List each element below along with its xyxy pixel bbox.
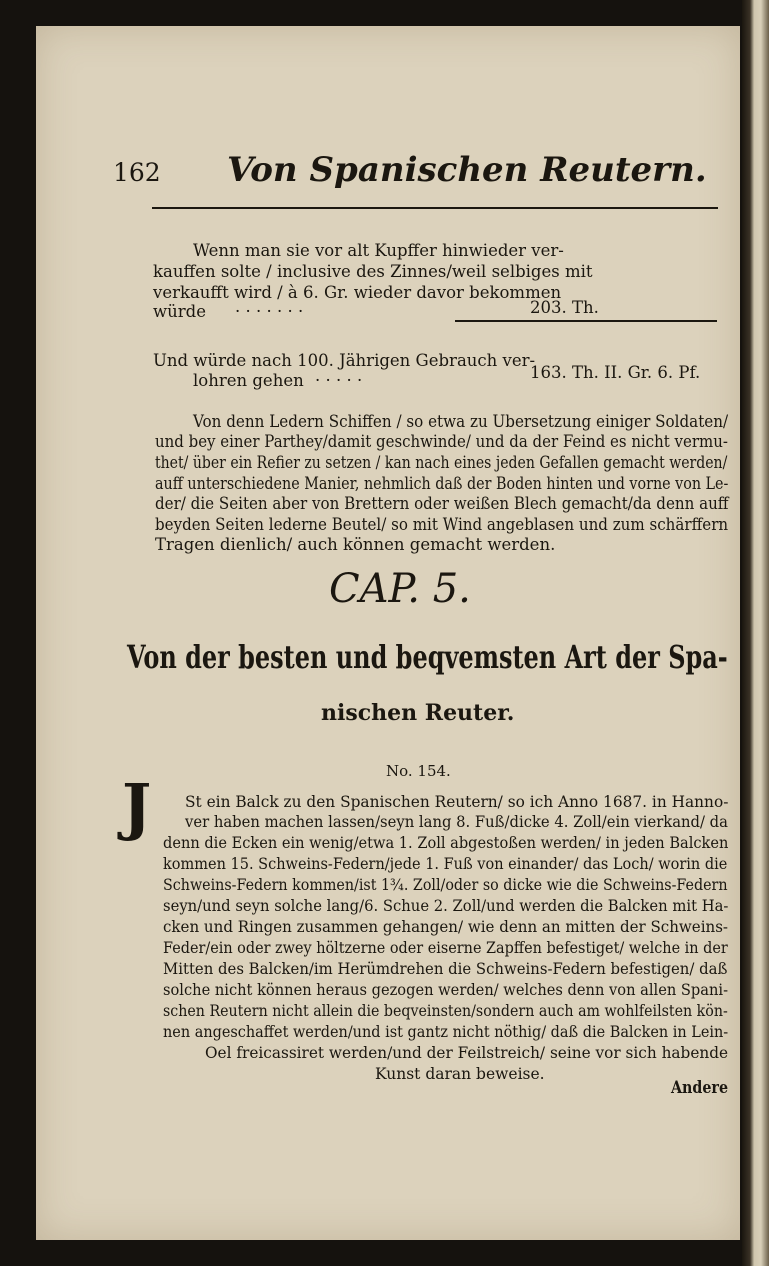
para2-line-9: Mitten des Balcken/im Herümdrehen die Schweins-Federn befestigen/ daß bbox=[163, 960, 728, 978]
para2-line-7: cken und Ringen zusammen gehangen/ wie denn an mitten der Schweins- bbox=[163, 918, 729, 936]
calc-line-5: Und würde nach 100. Jährigen Gebrauch ver- bbox=[153, 351, 536, 370]
para2-line-2: ver haben machen lassen/seyn lang 8. Fuß/dicke 4. Zoll/ein vierkand/ da bbox=[185, 813, 728, 831]
calc-line-3: verkaufft wird / à 6. Gr. wieder davor bekommen bbox=[153, 283, 562, 302]
para2-line-1: St ein Balck zu den Spanischen Reutern/ so ich Anno 1687. in Hanno- bbox=[185, 793, 729, 811]
chapter-heading-line-1: Von der besten und beqvemsten Art der Spa- bbox=[127, 638, 728, 676]
para1-line-6: beyden Seiten lederne Beutel/ so mit Wind angeblasen und zum schärffern bbox=[155, 515, 729, 534]
para2-line-8: Feder/ein oder zwey höltzerne oder eiserne Zapffen befestiget/ welche in der bbox=[163, 939, 728, 957]
para2-line-14: Kunst daran beweise. bbox=[375, 1065, 545, 1083]
calc-line-4-dots: · · · · · · · bbox=[235, 302, 304, 321]
para1-line-4: auff unterschiedene Manier, nehmlich daß der Boden hinten und vorne von Le- bbox=[155, 474, 729, 493]
chapter-heading-line-2: nischen Reuter. bbox=[321, 700, 515, 726]
page-number: 162 bbox=[113, 158, 161, 187]
calc-line-6-dots: · · · · · bbox=[315, 371, 363, 390]
header-rule bbox=[152, 207, 718, 209]
page-edge bbox=[742, 0, 769, 1266]
item-number: No. 154. bbox=[386, 762, 451, 780]
para2-line-10: solche nicht können heraus gezogen werden/ welches denn von allen Spani- bbox=[163, 981, 729, 999]
para1-line-2: und bey einer Parthey/damit geschwinde/ und da der Feind es nicht vermu- bbox=[155, 432, 728, 451]
para2-line-12: nen angeschaffet werden/und ist gantz nicht nöthig/ daß die Balcken in Lein- bbox=[163, 1023, 729, 1041]
para1-line-5: der/ die Seiten aber von Brettern oder weißen Blech gemacht/da denn auff bbox=[155, 494, 729, 513]
para2-line-6: seyn/und seyn solche lang/6. Schue 2. Zoll/und werden die Balcken mit Ha- bbox=[163, 897, 729, 915]
calc-line-2: kauffen solte / inclusive des Zinnes/weil selbiges mit bbox=[153, 262, 593, 281]
calc-line-4-amount: 203. Th. bbox=[530, 298, 599, 317]
sum-rule bbox=[455, 320, 717, 322]
para2-line-3: denn die Ecken ein wenig/etwa 1. Zoll abgestoßen werden/ in jeden Balcken bbox=[163, 834, 729, 852]
running-title: Von Spanischen Reutern. bbox=[227, 150, 707, 190]
calc-line-4-label: würde bbox=[153, 302, 206, 321]
catchword: Andere bbox=[671, 1078, 729, 1098]
para2-line-5: Schweins-Federn kommen/ist 1¾. Zoll/oder so dicke wie die Schweins-Federn bbox=[163, 876, 728, 894]
para1-line-1: Von denn Ledern Schiffen / so etwa zu Ubersetzung einiger Soldaten/ bbox=[193, 412, 729, 431]
para1-line-7: Tragen dienlich/ auch können gemacht werden. bbox=[155, 535, 556, 554]
para2-line-4: kommen 15. Schweins-Federn/jede 1. Fuß von einander/ das Loch/ worin die bbox=[163, 855, 728, 873]
calc-line-6-amount: 163. Th. II. Gr. 6. Pf. bbox=[530, 363, 701, 382]
calc-line-1: Wenn man sie vor alt Kupffer hinwieder ver- bbox=[193, 241, 564, 260]
para1-line-3: thet/ über ein Refier zu setzen / kan nach eines jeden Gefallen gemacht werden/ bbox=[155, 453, 728, 472]
para2-line-11: schen Reutern nicht allein die beqveinsten/sondern auch am wohlfeilsten kön- bbox=[163, 1002, 728, 1020]
calc-line-6-label: lohren gehen bbox=[193, 371, 304, 390]
para2-line-13: Oel freicassiret werden/und der Feilstreich/ seine vor sich habende bbox=[205, 1044, 729, 1062]
chapter-label: CAP. 5. bbox=[329, 566, 471, 612]
drop-cap: J bbox=[122, 770, 152, 843]
